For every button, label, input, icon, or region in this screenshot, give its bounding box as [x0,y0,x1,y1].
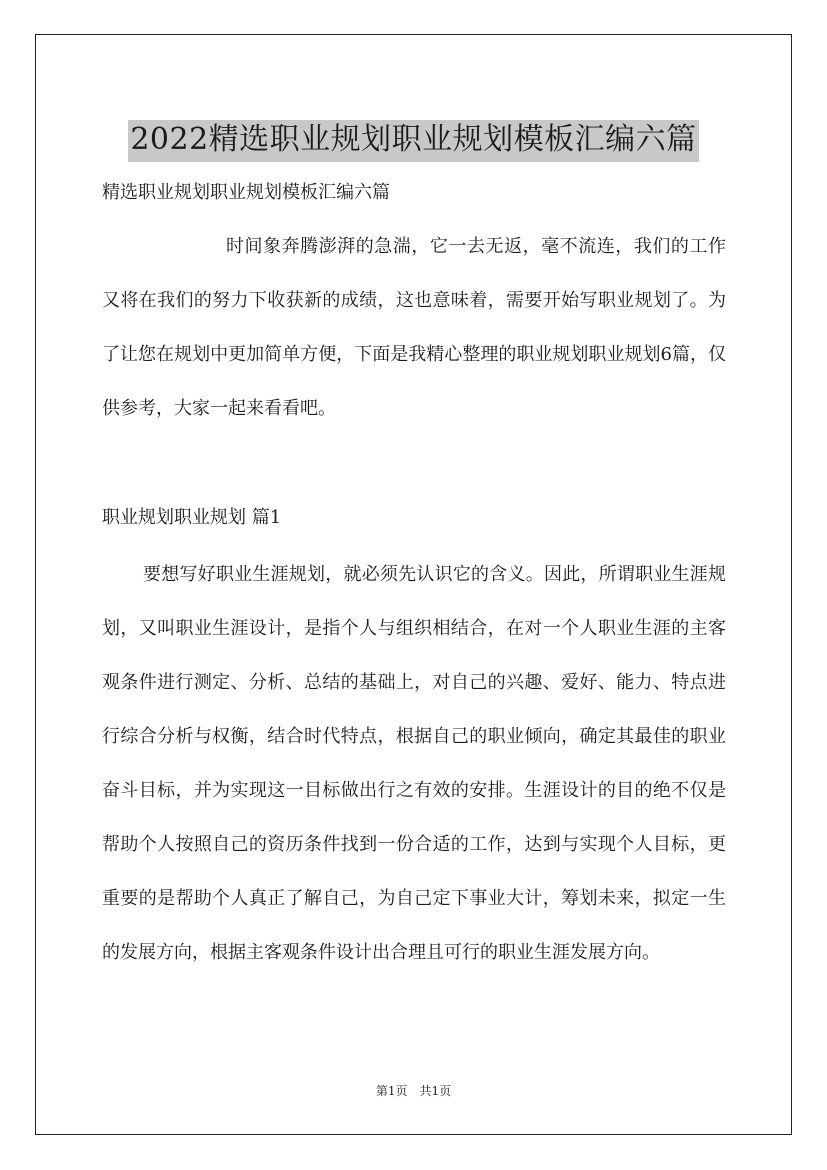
section-1-heading: 职业规划职业规划 篇1 [102,507,282,528]
title-container [0,100,827,182]
document-title: 2022精选职业规划职业规划模板汇编六篇 [128,120,698,162]
page-footer: 第1页 共1页 [375,1084,452,1098]
document-subtitle: 精选职业规划职业规划模板汇编六篇 [102,182,390,203]
intro-paragraph: 时间象奔腾澎湃的急湍，它一去无返，毫不流连，我们的工作又将在我们的努力下收获新的成绩，这也意味着，需要开始写职业规划了。为了让您在规划中更加简单方便，下面是我精心整理的职业规划职业规划6篇，仅供参考，大家一起来看看吧。 [102,236,726,419]
section-1-paragraph: 要想写好职业生涯规划，就必须先认识它的含义。因此，所谓职业生涯规划，又叫职业生涯设计，是指个人与组织相结合，在对一个人职业生涯的主客观条件进行测定、分析、总结的基础上，对自己的兴趣、爱好、能力、特点进行综合分析与权衡，结合时代特点，根据自己的职业倾向，确定其最佳的职业奋斗目标，并为实现这一目标做出行之有效的安排。生涯设计的目的绝不仅是帮助个人按照自己的资历条件找到一份合适的工作，达到与实现个人目标，更重要的是帮助个人真正了解自己，为自己定下事业大计，筹划未来，拟定一生的发展方向，根据主客观条件设计出合理且可行的职业生涯发展方向。 [102,564,726,963]
